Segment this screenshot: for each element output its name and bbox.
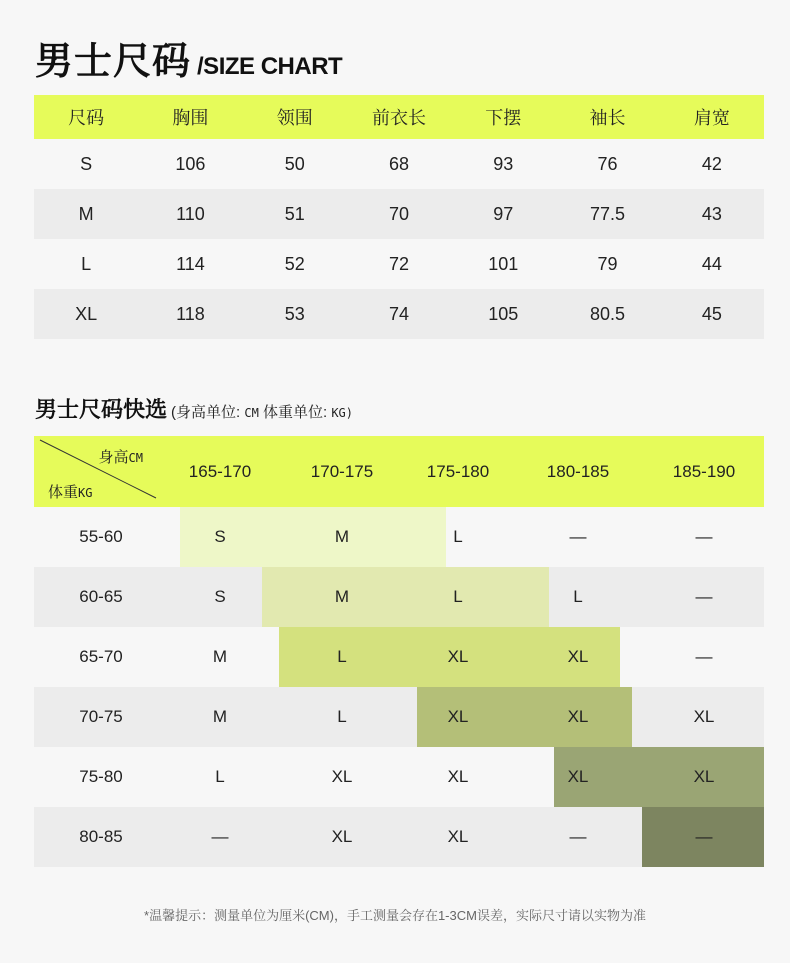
size-recommendation: M (212, 707, 228, 726)
cell: 45 (660, 289, 764, 339)
size-row-xl (34, 289, 764, 339)
unit-note-c: 体重单位: (262, 404, 328, 421)
header-neck: 领围 (243, 95, 347, 139)
title-cn: 男士尺码 (35, 41, 192, 83)
weight-range-label: 70-75 (79, 707, 123, 726)
size-recommendation: XL (693, 707, 715, 726)
size-row-s (34, 139, 764, 189)
quick-select-grid (34, 436, 764, 867)
size-recommendation: XL (447, 647, 469, 666)
header-sleeve-length: 袖长 (555, 95, 659, 139)
size-recommendation: — (211, 827, 229, 846)
size-chart-table (34, 95, 764, 339)
weight-row (34, 567, 764, 627)
size-recommendation: XL (567, 767, 589, 786)
cell: 72 (347, 239, 451, 289)
cell: 114 (138, 239, 242, 289)
weight-row (34, 687, 764, 747)
size-recommendation: XL (567, 707, 589, 726)
height-range-header: 180-185 (546, 461, 610, 481)
cell: 105 (451, 289, 555, 339)
header-hem: 下摆 (451, 95, 555, 139)
weight-range-label: 55-60 (79, 527, 123, 546)
size-recommendation: L (215, 767, 225, 786)
page-title (35, 30, 342, 85)
unit-note-a: (身高单位: (171, 404, 241, 421)
cell: 50 (243, 139, 347, 189)
weight-row (34, 627, 764, 687)
weight-row (34, 747, 764, 807)
cell: 68 (347, 139, 451, 189)
quick-select-header (34, 436, 764, 507)
header-front-length: 前衣长 (347, 95, 451, 139)
cell: XL (34, 289, 138, 339)
cell: 76 (555, 139, 659, 189)
size-recommendation: XL (447, 707, 469, 726)
corner-height-label: 身高CM (98, 449, 143, 466)
quick-select-title-text: 男士尺码快选 (35, 397, 168, 422)
weight-range-label: 60-65 (79, 587, 123, 606)
size-recommendation: L (337, 707, 347, 726)
size-recommendation: XL (447, 827, 469, 846)
size-recommendation: XL (447, 767, 469, 786)
size-recommendation: M (212, 647, 228, 666)
size-recommendation: L (337, 647, 347, 666)
size-recommendation: XL (567, 647, 589, 666)
size-recommendation: — (569, 827, 587, 846)
size-recommendation: XL (331, 767, 353, 786)
cell: 101 (451, 239, 555, 289)
cell: 43 (660, 189, 764, 239)
size-recommendation: XL (693, 767, 715, 786)
cell: 51 (243, 189, 347, 239)
weight-range-label: 80-85 (79, 827, 123, 846)
cell: 79 (555, 239, 659, 289)
size-recommendation: — (695, 527, 713, 546)
unit-note (171, 401, 353, 422)
header-shoulder-width: 肩宽 (660, 95, 764, 139)
header-chest: 胸围 (138, 95, 242, 139)
cell: S (34, 139, 138, 189)
size-recommendation: — (695, 827, 713, 846)
weight-row (34, 807, 764, 867)
corner-weight-label: 体重KG (48, 484, 93, 501)
size-recommendation: M (334, 527, 350, 546)
size-recommendation: — (569, 527, 587, 546)
size-recommendation: L (573, 587, 583, 606)
height-range-header: 165-170 (188, 461, 252, 481)
cell: 74 (347, 289, 451, 339)
size-recommendation: L (453, 587, 463, 606)
size-row-l (34, 239, 764, 289)
cell: 80.5 (555, 289, 659, 339)
size-recommendation: — (695, 587, 713, 606)
quick-select-title (35, 393, 353, 424)
cell: L (34, 239, 138, 289)
weight-range-label: 65-70 (79, 647, 123, 666)
size-recommendation: S (214, 527, 226, 546)
size-recommendation: M (334, 587, 350, 606)
weight-row (34, 507, 764, 567)
unit-note-d: KG) (331, 406, 354, 420)
header-size: 尺码 (34, 95, 138, 139)
cell: 118 (138, 289, 242, 339)
height-range-header: 170-175 (310, 461, 374, 481)
cell: 93 (451, 139, 555, 189)
size-recommendation: L (453, 527, 463, 546)
size-row-m (34, 189, 764, 239)
cell: 53 (243, 289, 347, 339)
size-recommendation: S (214, 587, 226, 606)
footnote: *温馨提示：测量单位为厘米(CM)，手工测量会存在1-3CM误差，实际尺寸请以实物为准 (144, 908, 646, 923)
cell: 44 (660, 239, 764, 289)
corner-cell (34, 436, 159, 507)
cell: 97 (451, 189, 555, 239)
cell: 52 (243, 239, 347, 289)
size-recommendation: — (695, 647, 713, 666)
cell: 77.5 (555, 189, 659, 239)
cell: 106 (138, 139, 242, 189)
weight-range-label: 75-80 (79, 767, 123, 786)
cell: 70 (347, 189, 451, 239)
cell: 42 (660, 139, 764, 189)
height-range-header: 175-180 (426, 461, 490, 481)
cell: 110 (138, 189, 242, 239)
size-chart-header-row (34, 95, 764, 139)
unit-note-b: CM (244, 406, 259, 420)
cell: M (34, 189, 138, 239)
size-recommendation: XL (331, 827, 353, 846)
title-en: /SIZE CHART (197, 53, 343, 80)
height-range-header: 185-190 (672, 461, 736, 481)
